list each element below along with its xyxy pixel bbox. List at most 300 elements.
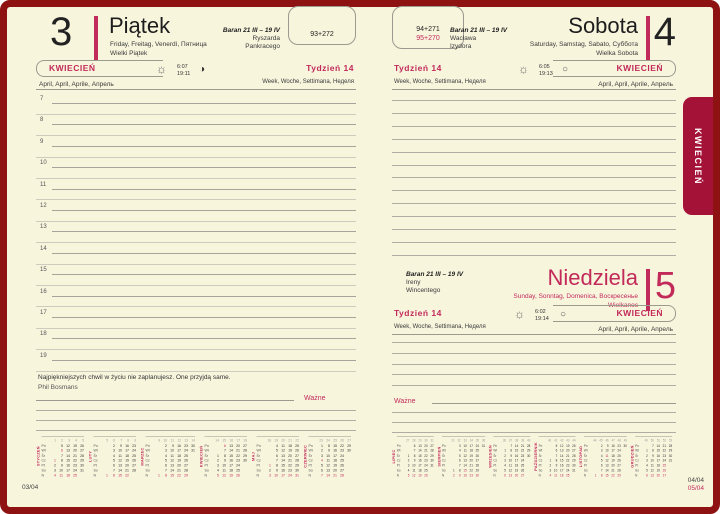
date-cell: 13	[326, 468, 330, 473]
week-number: 36	[502, 439, 506, 443]
day-abbrev: N	[145, 473, 149, 478]
nameday: Ryszarda	[252, 35, 280, 42]
month-tab	[683, 97, 713, 215]
date-cell: 8	[652, 449, 654, 453]
date-cell: 4	[165, 453, 167, 458]
date-cell: 3	[459, 444, 461, 448]
sun-icon: ☼	[156, 62, 167, 76]
week-number: 19	[274, 439, 278, 443]
half-hour-line	[36, 349, 356, 350]
mini-month-grid	[94, 436, 137, 477]
mini-day-row	[42, 457, 85, 462]
date-cell: 5	[165, 458, 167, 463]
date-cell: 1	[54, 458, 56, 463]
day-abbrev: So	[256, 468, 261, 473]
date-cell: 20	[125, 463, 129, 468]
day-abbrev: Cz	[145, 458, 150, 463]
day-abbrev: Pn	[145, 444, 150, 448]
date-cell: 11	[281, 444, 285, 448]
date-cell: 12	[170, 458, 174, 463]
week-number: 49	[644, 439, 648, 443]
date-cell: 14	[170, 468, 174, 473]
day-abbrev: So	[93, 468, 98, 473]
date-cell: 1	[407, 453, 410, 458]
day-abbrev: N	[308, 473, 312, 478]
day-abbrev: N	[93, 473, 97, 478]
date-cell: 30	[668, 453, 673, 458]
sunday-line	[392, 385, 676, 386]
day-abbrev: Pn	[493, 444, 498, 448]
day-abbrev: N	[538, 473, 541, 478]
saturday-line	[392, 229, 676, 230]
date-cell: 24	[662, 458, 667, 463]
date-cell: 27	[132, 463, 136, 468]
week-number: 9	[158, 439, 160, 443]
date-cell: 26	[520, 468, 525, 473]
date-cell: 13	[229, 444, 233, 448]
date-cell: 14	[281, 458, 285, 463]
date-cell: 2	[407, 458, 410, 463]
date-cell: 5	[276, 449, 278, 453]
date-cell: 23	[520, 453, 525, 458]
date-cell: 16	[333, 449, 337, 453]
date-cell: 23	[132, 444, 136, 448]
day-counter-value: 93+272	[310, 31, 334, 38]
saturday-line	[392, 242, 676, 243]
mini-month-grid	[42, 436, 85, 477]
week-number: 5	[82, 439, 84, 443]
mini-month-name: MAJ	[251, 451, 256, 461]
date-cell: 3	[600, 449, 603, 453]
date-cell: 11	[412, 468, 416, 473]
date-cell: 31	[430, 463, 434, 468]
date-cell: 12	[559, 444, 564, 448]
page-ref-left: 03/04	[22, 484, 39, 491]
date-cell: 7	[276, 458, 278, 463]
date-cell: 9	[120, 444, 122, 448]
date-cell: 25	[617, 453, 621, 458]
day-abbrev: Pn	[538, 444, 543, 448]
day-abbrev: Cz	[93, 458, 98, 463]
day-abbrev: N	[583, 473, 587, 478]
day-abbrev: Pt	[493, 463, 497, 468]
mini-day-row	[584, 447, 627, 452]
mini-month-name: LIPIEC	[392, 449, 396, 464]
hour-line	[52, 253, 356, 254]
week-number: 13	[184, 439, 188, 443]
date-cell: 24	[73, 468, 77, 473]
date-cell: 29	[243, 453, 247, 458]
date-cell: 2	[113, 444, 115, 448]
date-cell: 2	[646, 453, 648, 458]
week-number: 41	[554, 439, 558, 443]
date-cell: 28	[475, 463, 479, 468]
date-cell: 15	[559, 458, 564, 463]
date-cell: 3	[113, 449, 115, 453]
date-cell: 19	[229, 473, 233, 478]
date-cell: 6	[276, 453, 278, 458]
saturday-line	[392, 190, 676, 191]
date-cell: 22	[177, 473, 181, 478]
date-cell: 10	[412, 463, 416, 468]
half-hour-line	[36, 306, 356, 307]
date-cell: 28	[340, 473, 344, 478]
date-cell: 29	[295, 463, 299, 468]
date-cell: 21	[662, 444, 667, 448]
date-cell: 10	[650, 458, 654, 463]
week-number: 16	[229, 439, 233, 443]
date-cell: 25	[520, 463, 525, 468]
date-cell: 8	[61, 458, 63, 463]
date-cell: 21	[236, 449, 240, 453]
hour-label: 14	[40, 245, 47, 252]
date-cell: 29	[430, 453, 434, 458]
date-cell: 26	[340, 463, 344, 468]
date-cell: 21	[424, 449, 428, 453]
mini-calendar-row	[36, 436, 351, 478]
date-cell: 17	[611, 449, 615, 453]
date-cell: 2	[600, 444, 603, 448]
date-cell: 20	[566, 449, 570, 453]
date-cell: 5	[600, 458, 603, 463]
week-number: 29	[418, 439, 422, 443]
mini-calendar-month	[88, 436, 136, 477]
day-abbrev: Pn	[442, 444, 446, 448]
date-cell: 25	[236, 468, 240, 473]
date-cell: 9	[459, 473, 461, 478]
day-abbrev: So	[635, 468, 639, 473]
important-line	[36, 400, 294, 401]
mini-day-row	[539, 447, 576, 452]
date-cell: 22	[566, 458, 570, 463]
holiday-name: Wielkanoc	[608, 302, 638, 309]
hour-label: 13	[40, 224, 47, 231]
date-cell: 30	[243, 458, 247, 463]
date-cell: 11	[170, 453, 174, 458]
week-number: 48	[617, 439, 621, 443]
date-cell: 7	[413, 449, 416, 453]
hour-label: 8	[40, 117, 44, 124]
saturday-line	[392, 255, 676, 256]
mini-day-row	[257, 447, 300, 452]
date-cell: 31	[668, 458, 673, 463]
half-hour-line	[36, 242, 356, 243]
week-number: 31	[430, 439, 434, 443]
date-cell: 23	[340, 449, 344, 453]
day-abbrev: Śr	[583, 453, 587, 458]
date-cell: 20	[333, 468, 337, 473]
date-cell: 25	[340, 458, 344, 463]
date-cell: 31	[572, 468, 576, 473]
mini-day-row	[205, 472, 248, 477]
day-abbrev: Pt	[93, 463, 97, 468]
mini-month-name: KWIECIEŃ	[199, 445, 204, 468]
mini-day-row	[146, 472, 196, 477]
sunset-time: 19:13	[539, 71, 553, 77]
day-abbrev: Pt	[442, 463, 445, 468]
date-cell: 5	[407, 473, 410, 478]
date-cell: 15	[66, 458, 70, 463]
date-cell: 11	[508, 463, 513, 468]
date-cell: 18	[559, 473, 564, 478]
date-cell: 20	[288, 453, 292, 458]
day-abbrev: So	[396, 468, 401, 473]
mini-month-grid	[397, 436, 434, 477]
notes-line	[36, 420, 356, 421]
day-abbrev: Śr	[308, 453, 312, 458]
week-number: 26	[340, 439, 344, 443]
saturday-line	[392, 152, 676, 153]
divider	[392, 89, 676, 90]
day-abbrev: Wt	[204, 449, 209, 453]
week-label: Tydzień 14	[394, 63, 442, 73]
date-cell: 1	[269, 463, 271, 468]
mini-day-row	[309, 472, 352, 477]
page-ref-right	[688, 477, 704, 493]
half-hour-line	[36, 371, 356, 372]
hour-label: 7	[40, 96, 44, 102]
hour-label: 10	[40, 160, 47, 167]
hour-line	[52, 231, 356, 232]
day-number-friday: 3	[50, 10, 73, 54]
day-abbrev: Pn	[93, 444, 98, 448]
date-cell: 8	[165, 473, 167, 478]
hour-line	[52, 103, 356, 104]
mini-day-row	[539, 472, 576, 477]
date-cell: 23	[617, 444, 621, 448]
date-cell: 4	[217, 468, 219, 473]
date-cell: 16	[281, 468, 285, 473]
mini-month-name: PAŹDZIERNIK	[533, 441, 538, 471]
mini-month-grid	[205, 436, 248, 477]
mini-day-row	[584, 457, 627, 462]
date-cell: 21	[177, 468, 181, 473]
mini-day-row	[442, 472, 485, 477]
mini-day-row	[42, 447, 85, 452]
day-abbrev: So	[583, 468, 588, 473]
week-number: 14	[215, 439, 219, 443]
hour-label: 17	[40, 310, 47, 316]
month-box	[553, 60, 676, 77]
day-abbrev: So	[442, 468, 446, 473]
hour-label: 16	[40, 288, 47, 295]
week-number: 52	[662, 439, 667, 443]
important-label: Ważne	[304, 395, 326, 402]
date-cell: 2	[504, 453, 506, 458]
day-abbrev: Śr	[493, 453, 497, 458]
date-cell: 27	[475, 458, 479, 463]
date-cell: 4	[549, 473, 552, 478]
week-number: 18	[267, 439, 271, 443]
mini-calendar-month	[36, 436, 84, 477]
date-cell: 26	[236, 473, 240, 478]
day-abbrev: N	[442, 473, 445, 478]
day-name-saturday: Sobota	[568, 13, 638, 38]
date-cell: 27	[520, 473, 525, 478]
date-cell: 1	[106, 473, 108, 478]
date-cell: 15	[333, 444, 337, 448]
date-cell: 21	[288, 458, 292, 463]
date-cell: 20	[424, 444, 428, 448]
mini-month-grid	[257, 436, 300, 477]
date-cell: 16	[656, 453, 660, 458]
mini-day-row	[493, 472, 530, 477]
date-cell: 12	[281, 449, 285, 453]
day-abbrev: Śr	[93, 453, 97, 458]
date-cell: 3	[321, 453, 323, 458]
date-cell: 27	[662, 473, 667, 478]
sun-icon: ☼	[514, 307, 525, 321]
date-cell: 6	[113, 463, 115, 468]
date-cell: 19	[514, 468, 519, 473]
date-cell: 20	[177, 463, 181, 468]
week-number: 35	[475, 439, 479, 443]
date-cell: 5	[61, 444, 63, 448]
date-cell: 10	[553, 468, 558, 473]
week-number: 28	[412, 439, 416, 443]
date-cell: 3	[407, 463, 410, 468]
mini-month-grid	[442, 436, 485, 477]
date-cell: 27	[340, 468, 344, 473]
date-cell: 31	[481, 444, 486, 448]
day-abbrev: Pt	[204, 463, 208, 468]
date-cell: 19	[288, 449, 292, 453]
date-cell: 2	[54, 463, 56, 468]
mini-day-row	[94, 472, 137, 477]
date-cell: 23	[424, 458, 428, 463]
week-number: 5	[106, 439, 108, 443]
date-cell: 17	[656, 458, 660, 463]
date-cell: 3	[504, 458, 506, 463]
week-number: 21	[288, 439, 292, 443]
date-cell: 22	[125, 473, 129, 478]
date-cell: 8	[328, 444, 330, 448]
sunrise-time: 6:02	[535, 309, 546, 315]
date-cell: 21	[73, 453, 77, 458]
date-cell: 22	[73, 458, 77, 463]
half-hour-line	[36, 157, 356, 158]
day-abbrev: Pt	[41, 463, 45, 468]
date-cell: 14	[66, 453, 70, 458]
day-abbrev: So	[145, 468, 150, 473]
date-cell: 13	[650, 473, 654, 478]
date-cell: 16	[177, 444, 181, 448]
sun-times	[539, 64, 553, 78]
page-ref-current: 04/04	[687, 477, 704, 484]
date-cell: 26	[424, 473, 428, 478]
date-cell: 30	[191, 444, 195, 448]
mini-calendar-month	[140, 436, 195, 477]
date-cell: 17	[125, 449, 129, 453]
date-cell: 23	[566, 463, 570, 468]
sunrise-time: 6:05	[539, 64, 550, 70]
zodiac-sign: Baran 21 III – 19 IV	[450, 27, 508, 34]
date-cell: 18	[418, 468, 422, 473]
day-abbrev: Pt	[538, 463, 542, 468]
date-cell: 13	[559, 449, 564, 453]
week-number: 4	[75, 439, 77, 443]
date-cell: 31	[80, 468, 84, 473]
day-abbrev: N	[493, 473, 496, 478]
date-cell: 26	[617, 458, 621, 463]
date-cell: 19	[566, 444, 570, 448]
date-cell: 12	[326, 463, 330, 468]
date-cell: 2	[549, 463, 552, 468]
date-cell: 24	[184, 449, 188, 453]
day-abbrev: So	[493, 468, 498, 473]
date-cell: 24	[236, 463, 240, 468]
mini-day-row	[584, 472, 627, 477]
week-number: 32	[457, 439, 461, 443]
saturday-line	[392, 177, 676, 178]
date-cell: 19	[656, 468, 660, 473]
day-abbrev: N	[635, 473, 638, 478]
mini-day-row	[257, 472, 300, 477]
date-cell: 14	[463, 463, 467, 468]
mini-day-row	[205, 457, 248, 462]
day-abbrev: Cz	[256, 458, 261, 463]
date-cell: 25	[132, 453, 136, 458]
date-cell: 7	[165, 468, 167, 473]
mini-month-name: WRZESIEŃ	[488, 444, 493, 468]
date-cell: 24	[340, 453, 344, 458]
date-cell: 4	[407, 468, 410, 473]
date-cell: 28	[668, 444, 673, 448]
date-cell: 22	[236, 453, 240, 458]
day-accent-bar	[646, 16, 650, 60]
date-cell: 4	[600, 453, 603, 458]
date-cell: 7	[61, 453, 63, 458]
date-cell: 26	[184, 458, 188, 463]
hour-line	[52, 360, 356, 361]
mini-day-row	[539, 457, 576, 462]
mini-day-row	[442, 457, 485, 462]
week-number: 9	[134, 439, 136, 443]
date-cell: 24	[617, 449, 621, 453]
hour-label: 9	[40, 138, 44, 145]
date-cell: 18	[229, 468, 233, 473]
date-cell: 18	[611, 453, 615, 458]
sun-times	[535, 309, 549, 323]
date-cell: 11	[650, 463, 654, 468]
date-cell: 15	[170, 473, 174, 478]
mini-day-row	[493, 457, 530, 462]
week-number: 22	[295, 439, 299, 443]
date-cell: 10	[326, 453, 330, 458]
half-hour-line	[36, 178, 356, 179]
week-number: 18	[243, 439, 247, 443]
date-cell: 5	[555, 444, 558, 448]
quote-author: Phil Bosmans	[38, 384, 78, 391]
divider	[36, 89, 356, 90]
week-number: 53	[668, 439, 673, 443]
date-cell: 22	[611, 473, 615, 478]
date-cell: 1	[504, 449, 506, 453]
date-cell: 2	[269, 468, 271, 473]
date-cell: 20	[656, 473, 660, 478]
important-label: Ważne	[394, 398, 416, 405]
date-cell: 9	[224, 458, 226, 463]
date-cell: 15	[463, 468, 467, 473]
date-cell: 30	[347, 449, 351, 453]
date-cell: 9	[172, 444, 174, 448]
hour-line	[52, 317, 356, 318]
date-cell: 11	[605, 453, 609, 458]
notes-line	[36, 410, 356, 411]
mini-month-grid	[493, 436, 530, 477]
date-cell: 22	[288, 463, 292, 468]
mini-calendar-month	[437, 436, 485, 477]
